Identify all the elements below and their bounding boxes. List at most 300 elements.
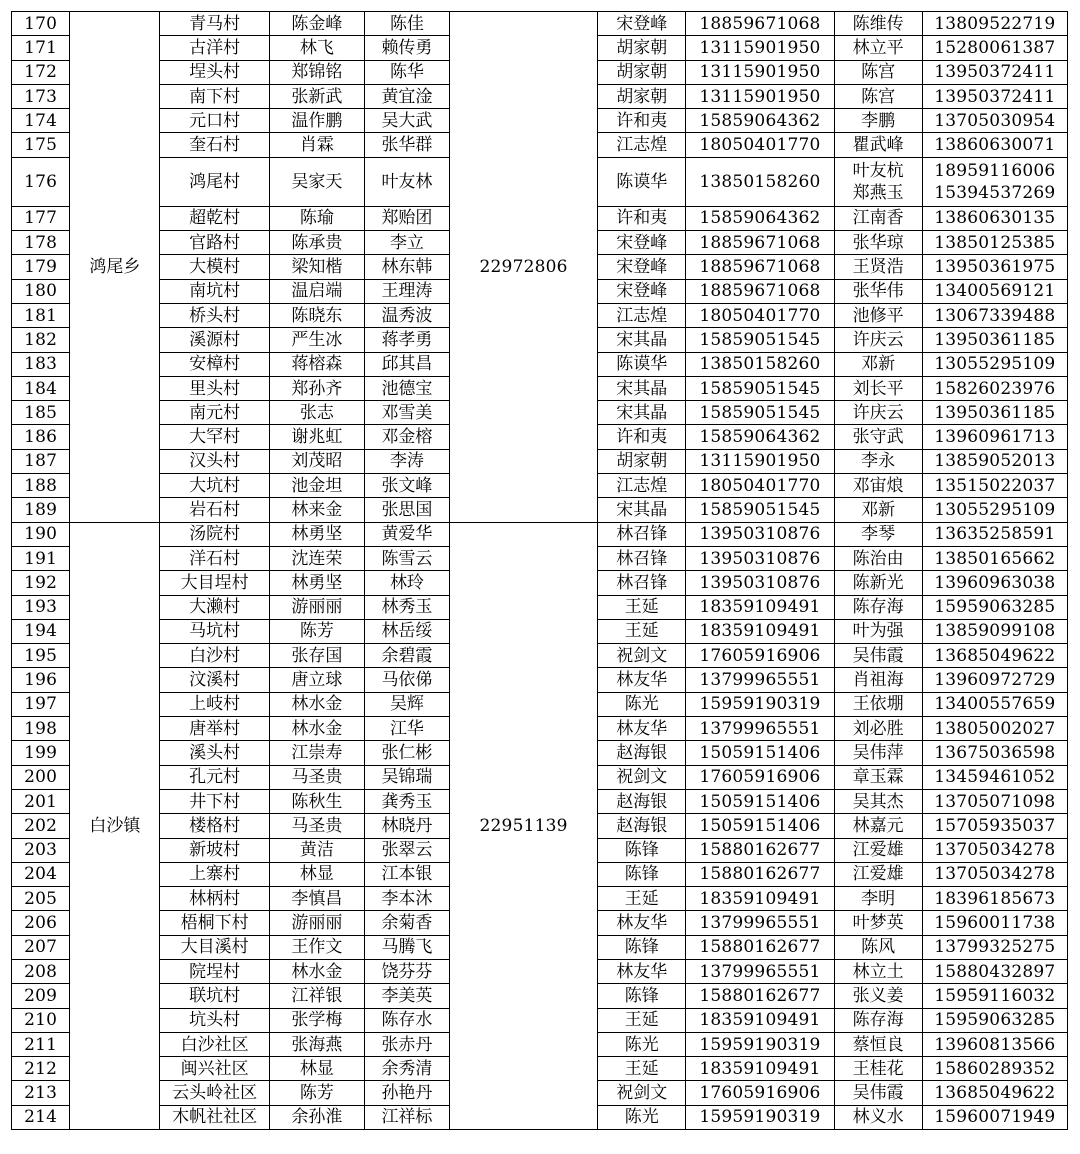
contact-phone: 18050401770 [686, 303, 834, 327]
row-number: 204 [12, 862, 70, 886]
village-name: 坑头村 [160, 1008, 269, 1032]
contact-name: 林友华 [598, 717, 686, 741]
contact-phone: 15880162677 [686, 984, 834, 1008]
director-name: 马腾飞 [364, 935, 449, 959]
contact-phone: 13950310876 [686, 522, 834, 546]
row-number: 175 [12, 133, 70, 157]
village-name: 大罕村 [160, 425, 269, 449]
director-name: 邱其昌 [364, 352, 449, 376]
director-name: 饶芬芬 [364, 959, 449, 983]
secretary-name: 陈芳 [269, 619, 364, 643]
village-name: 南坑村 [160, 279, 269, 303]
secretary-name: 林水金 [269, 959, 364, 983]
director-name: 余秀清 [364, 1057, 449, 1081]
contact-name: 赵海银 [598, 789, 686, 813]
secretary-name: 林水金 [269, 692, 364, 716]
village-name: 木帆社社区 [160, 1105, 269, 1129]
director-name: 张翠云 [364, 838, 449, 862]
secretary-name: 沈连荣 [269, 546, 364, 570]
director-name: 林岳绥 [364, 619, 449, 643]
liaison-phone: 13705034278 [922, 862, 1067, 886]
town-phone: 22951139 [449, 522, 597, 1129]
director-name: 江祥标 [364, 1105, 449, 1129]
liaison-phone: 15880432897 [922, 959, 1067, 983]
village-name: 埕头村 [160, 60, 269, 84]
director-name: 吴辉 [364, 692, 449, 716]
liaison-name: 陈治由 [834, 546, 922, 570]
liaison-phone: 13400557659 [922, 692, 1067, 716]
contact-name: 陈光 [598, 692, 686, 716]
village-name: 官路村 [160, 231, 269, 255]
director-name: 黄爱华 [364, 522, 449, 546]
row-number: 182 [12, 328, 70, 352]
liaison-phone: 15280061387 [922, 36, 1067, 60]
contact-name: 江志煌 [598, 133, 686, 157]
liaison-phone: 13675036598 [922, 741, 1067, 765]
contact-name: 陈锋 [598, 838, 686, 862]
liaison-name: 肖祖海 [834, 668, 922, 692]
director-name: 吴大武 [364, 109, 449, 133]
village-name: 里头村 [160, 376, 269, 400]
contact-phone: 18859671068 [686, 12, 834, 36]
row-number: 212 [12, 1057, 70, 1081]
contact-phone: 15859064362 [686, 206, 834, 230]
contact-name: 陈锋 [598, 862, 686, 886]
secretary-name: 林勇坚 [269, 522, 364, 546]
row-number: 172 [12, 60, 70, 84]
contact-phone: 15059151406 [686, 789, 834, 813]
liaison-name: 江爱雄 [834, 862, 922, 886]
row-number: 184 [12, 376, 70, 400]
liaison-name: 许庆云 [834, 328, 922, 352]
contact-name: 林召锋 [598, 522, 686, 546]
liaison-name: 吴其杰 [834, 789, 922, 813]
secretary-name: 温启端 [269, 279, 364, 303]
table-row [12, 12, 1068, 36]
contact-phone: 13799965551 [686, 717, 834, 741]
contact-phone: 18859671068 [686, 279, 834, 303]
liaison-phone: 15959063285 [922, 1008, 1067, 1032]
liaison-name: 蔡恒良 [834, 1032, 922, 1056]
liaison-phone: 13805002027 [922, 717, 1067, 741]
liaison-phone-line: 15394537269 [934, 182, 1056, 203]
contact-name: 赵海银 [598, 741, 686, 765]
liaison-name: 张华琼 [834, 231, 922, 255]
liaison-name-line: 郑燕玉 [852, 182, 904, 203]
village-name: 井下村 [160, 789, 269, 813]
liaison-phone: 13850165662 [922, 546, 1067, 570]
row-number: 214 [12, 1105, 70, 1129]
village-name: 青马村 [160, 12, 269, 36]
director-name: 陈雪云 [364, 546, 449, 570]
liaison-phone: 13809522719 [922, 12, 1067, 36]
contact-name: 陈锋 [598, 935, 686, 959]
contact-phone: 13115901950 [686, 84, 834, 108]
contact-phone: 13850158260 [686, 352, 834, 376]
liaison-name: 张义姜 [834, 984, 922, 1008]
village-name: 汶溪村 [160, 668, 269, 692]
row-number: 196 [12, 668, 70, 692]
director-name: 李本沐 [364, 887, 449, 911]
row-number: 208 [12, 959, 70, 983]
secretary-name: 陈瑜 [269, 206, 364, 230]
liaison-phone: 13459461052 [922, 765, 1067, 789]
secretary-name: 陈晓东 [269, 303, 364, 327]
liaison-phone: 13950361185 [922, 401, 1067, 425]
village-name: 洋石村 [160, 546, 269, 570]
town-phone: 22972806 [449, 12, 597, 523]
row-number: 177 [12, 206, 70, 230]
director-name: 林玲 [364, 571, 449, 595]
village-name: 安樟村 [160, 352, 269, 376]
row-number: 194 [12, 619, 70, 643]
liaison-name: 张华伟 [834, 279, 922, 303]
contact-name: 王延 [598, 1008, 686, 1032]
contact-name: 林友华 [598, 668, 686, 692]
row-number: 170 [12, 12, 70, 36]
liaison-phone: 13960972729 [922, 668, 1067, 692]
contact-phone: 15059151406 [686, 814, 834, 838]
contact-name: 宋登峰 [598, 255, 686, 279]
liaison-phone: 13960963038 [922, 571, 1067, 595]
liaison-name: 陈存海 [834, 1008, 922, 1032]
contact-phone: 15859051545 [686, 498, 834, 522]
secretary-name: 张存国 [269, 644, 364, 668]
liaison-name: 江爱雄 [834, 838, 922, 862]
director-name: 林东韩 [364, 255, 449, 279]
secretary-name: 马圣贵 [269, 765, 364, 789]
director-name: 李立 [364, 231, 449, 255]
contact-name: 林召锋 [598, 546, 686, 570]
liaison-phone: 13055295109 [922, 352, 1067, 376]
village-name: 上岐村 [160, 692, 269, 716]
village-name: 鸿尾村 [160, 157, 269, 206]
row-number: 198 [12, 717, 70, 741]
liaison-name-line: 叶友杭 [852, 160, 904, 181]
secretary-name: 严生冰 [269, 328, 364, 352]
contact-name: 宋登峰 [598, 12, 686, 36]
secretary-name: 温作鹏 [269, 109, 364, 133]
liaison-phone: 13950361975 [922, 255, 1067, 279]
contact-name: 赵海银 [598, 814, 686, 838]
liaison-name: 邓新 [834, 352, 922, 376]
liaison-name: 池修平 [834, 303, 922, 327]
secretary-name: 江祥银 [269, 984, 364, 1008]
row-number: 189 [12, 498, 70, 522]
secretary-name: 陈秋生 [269, 789, 364, 813]
liaison-phone: 13860630135 [922, 206, 1067, 230]
liaison-name: 刘长平 [834, 376, 922, 400]
row-number: 195 [12, 644, 70, 668]
village-name: 大模村 [160, 255, 269, 279]
director-name: 陈佳 [364, 12, 449, 36]
contact-name: 陈光 [598, 1032, 686, 1056]
village-name: 唐举村 [160, 717, 269, 741]
director-name: 张华群 [364, 133, 449, 157]
contact-name: 胡家朝 [598, 60, 686, 84]
contact-phone: 15859051545 [686, 401, 834, 425]
director-name: 张赤丹 [364, 1032, 449, 1056]
row-number: 192 [12, 571, 70, 595]
row-number: 183 [12, 352, 70, 376]
town-name: 鸿尾乡 [70, 12, 160, 523]
secretary-name: 李慎昌 [269, 887, 364, 911]
village-name: 联坑村 [160, 984, 269, 1008]
liaison-name: 叶梦英 [834, 911, 922, 935]
contact-phone: 13799965551 [686, 959, 834, 983]
contact-phone: 15880162677 [686, 935, 834, 959]
village-name: 元口村 [160, 109, 269, 133]
liaison-name [834, 157, 922, 206]
contact-name: 宋其晶 [598, 376, 686, 400]
liaison-phone: 13055295109 [922, 498, 1067, 522]
director-name: 陈华 [364, 60, 449, 84]
secretary-name: 林来金 [269, 498, 364, 522]
row-number: 210 [12, 1008, 70, 1032]
village-name: 大目埕村 [160, 571, 269, 595]
director-name: 张文峰 [364, 474, 449, 498]
contact-phone: 15959190319 [686, 1105, 834, 1129]
contact-name: 王延 [598, 619, 686, 643]
secretary-name: 池金坦 [269, 474, 364, 498]
liaison-name: 陈维传 [834, 12, 922, 36]
liaison-phone: 15959063285 [922, 595, 1067, 619]
director-name: 赖传勇 [364, 36, 449, 60]
secretary-name: 林显 [269, 1057, 364, 1081]
secretary-name: 林勇坚 [269, 571, 364, 595]
secretary-name: 林显 [269, 862, 364, 886]
contact-phone: 13799965551 [686, 911, 834, 935]
town-name: 白沙镇 [70, 522, 160, 1129]
director-name: 龚秀玉 [364, 789, 449, 813]
contact-phone: 15859051545 [686, 376, 834, 400]
contact-name: 胡家朝 [598, 36, 686, 60]
secretary-name: 唐立球 [269, 668, 364, 692]
director-name: 余菊香 [364, 911, 449, 935]
contact-phone: 18359109491 [686, 1008, 834, 1032]
liaison-phone: 13860630071 [922, 133, 1067, 157]
row-number: 185 [12, 401, 70, 425]
village-name: 岩石村 [160, 498, 269, 522]
secretary-name: 陈芳 [269, 1081, 364, 1105]
contact-name: 胡家朝 [598, 449, 686, 473]
contact-name: 许和夷 [598, 425, 686, 449]
row-number: 213 [12, 1081, 70, 1105]
liaison-name: 吴伟霞 [834, 1081, 922, 1105]
contact-name: 许和夷 [598, 206, 686, 230]
liaison-phone: 13859099108 [922, 619, 1067, 643]
director-name: 池德宝 [364, 376, 449, 400]
liaison-name: 刘必胜 [834, 717, 922, 741]
secretary-name: 余孙淮 [269, 1105, 364, 1129]
contact-phone: 18359109491 [686, 619, 834, 643]
row-number: 178 [12, 231, 70, 255]
liaison-name: 王桂花 [834, 1057, 922, 1081]
contact-phone: 15880162677 [686, 862, 834, 886]
liaison-phone: 13950361185 [922, 328, 1067, 352]
liaison-name: 江南香 [834, 206, 922, 230]
secretary-name: 林飞 [269, 36, 364, 60]
liaison-name: 王贤浩 [834, 255, 922, 279]
liaison-phone: 13859052013 [922, 449, 1067, 473]
liaison-name: 吴伟萍 [834, 741, 922, 765]
contact-name: 祝剑文 [598, 644, 686, 668]
secretary-name: 游丽丽 [269, 595, 364, 619]
row-number: 207 [12, 935, 70, 959]
liaison-phone: 13685049622 [922, 1081, 1067, 1105]
liaison-name: 林义水 [834, 1105, 922, 1129]
contact-name: 王延 [598, 1057, 686, 1081]
liaison-name: 吴伟霞 [834, 644, 922, 668]
secretary-name: 张志 [269, 401, 364, 425]
row-number: 171 [12, 36, 70, 60]
contact-phone: 15959190319 [686, 1032, 834, 1056]
liaison-phone-line: 18959116006 [934, 160, 1056, 181]
village-name: 溪源村 [160, 328, 269, 352]
liaison-name: 李明 [834, 887, 922, 911]
liaison-name: 瞿武峰 [834, 133, 922, 157]
contact-phone: 15859064362 [686, 109, 834, 133]
village-name: 南元村 [160, 401, 269, 425]
director-name: 马依俤 [364, 668, 449, 692]
row-number: 199 [12, 741, 70, 765]
liaison-name: 陈宫 [834, 84, 922, 108]
row-number: 179 [12, 255, 70, 279]
secretary-name: 梁知楷 [269, 255, 364, 279]
village-name: 溪头村 [160, 741, 269, 765]
liaison-phone: 15826023976 [922, 376, 1067, 400]
contact-table [11, 11, 1068, 1130]
row-number: 190 [12, 522, 70, 546]
liaison-name: 李永 [834, 449, 922, 473]
contact-name: 宋其晶 [598, 498, 686, 522]
contact-phone: 18859671068 [686, 231, 834, 255]
liaison-phone: 15960011738 [922, 911, 1067, 935]
director-name: 邓雪美 [364, 401, 449, 425]
secretary-name: 吴家天 [269, 157, 364, 206]
liaison-phone: 13950372411 [922, 84, 1067, 108]
liaison-phone: 13067339488 [922, 303, 1067, 327]
liaison-phone: 13705034278 [922, 838, 1067, 862]
row-number: 180 [12, 279, 70, 303]
table-row [12, 522, 1068, 546]
row-number: 203 [12, 838, 70, 862]
contact-phone: 18359109491 [686, 595, 834, 619]
secretary-name: 郑孙齐 [269, 376, 364, 400]
contact-name: 胡家朝 [598, 84, 686, 108]
director-name: 邓金榕 [364, 425, 449, 449]
contact-phone: 13850158260 [686, 157, 834, 206]
village-name: 桥头村 [160, 303, 269, 327]
contact-name: 陈光 [598, 1105, 686, 1129]
row-number: 206 [12, 911, 70, 935]
liaison-name: 王依堋 [834, 692, 922, 716]
liaison-phone: 13960813566 [922, 1032, 1067, 1056]
contact-name: 宋其晶 [598, 328, 686, 352]
village-name: 上寨村 [160, 862, 269, 886]
contact-name: 祝剑文 [598, 765, 686, 789]
contact-phone: 18050401770 [686, 474, 834, 498]
director-name: 李美英 [364, 984, 449, 1008]
contact-name: 林友华 [598, 959, 686, 983]
contact-name: 林友华 [598, 911, 686, 935]
liaison-phone: 13960961713 [922, 425, 1067, 449]
village-name: 梧桐下村 [160, 911, 269, 935]
liaison-phone [922, 157, 1067, 206]
liaison-name: 陈风 [834, 935, 922, 959]
contact-phone: 15059151406 [686, 741, 834, 765]
contact-phone: 13950310876 [686, 571, 834, 595]
village-name: 大目溪村 [160, 935, 269, 959]
director-name: 江本银 [364, 862, 449, 886]
liaison-phone: 13515022037 [922, 474, 1067, 498]
village-name: 南下村 [160, 84, 269, 108]
secretary-name: 游丽丽 [269, 911, 364, 935]
contact-name: 王延 [598, 595, 686, 619]
director-name: 叶友林 [364, 157, 449, 206]
director-name: 温秀波 [364, 303, 449, 327]
director-name: 余碧霞 [364, 644, 449, 668]
liaison-name: 林嘉元 [834, 814, 922, 838]
village-name: 楼格村 [160, 814, 269, 838]
table-body [12, 12, 1068, 1130]
liaison-name: 邓新 [834, 498, 922, 522]
contact-name: 许和夷 [598, 109, 686, 133]
contact-phone: 17605916906 [686, 765, 834, 789]
secretary-name: 黄洁 [269, 838, 364, 862]
village-name: 奎石村 [160, 133, 269, 157]
liaison-name: 叶为强 [834, 619, 922, 643]
secretary-name: 张新武 [269, 84, 364, 108]
secretary-name: 郑锦铭 [269, 60, 364, 84]
secretary-name: 林水金 [269, 717, 364, 741]
contact-phone: 15859051545 [686, 328, 834, 352]
contact-phone: 13799965551 [686, 668, 834, 692]
liaison-name: 陈宫 [834, 60, 922, 84]
liaison-name: 李鹏 [834, 109, 922, 133]
village-name: 孔元村 [160, 765, 269, 789]
row-number: 191 [12, 546, 70, 570]
liaison-phone: 13685049622 [922, 644, 1067, 668]
contact-phone: 18359109491 [686, 1057, 834, 1081]
director-name: 张仁彬 [364, 741, 449, 765]
contact-name: 江志煌 [598, 303, 686, 327]
row-number: 197 [12, 692, 70, 716]
contact-name: 宋其晶 [598, 401, 686, 425]
contact-name: 江志煌 [598, 474, 686, 498]
row-number: 173 [12, 84, 70, 108]
row-number: 176 [12, 157, 70, 206]
secretary-name: 谢兆虹 [269, 425, 364, 449]
secretary-name: 肖霖 [269, 133, 364, 157]
liaison-name: 林立平 [834, 36, 922, 60]
village-name: 云头岭社区 [160, 1081, 269, 1105]
contact-name: 陈谟华 [598, 157, 686, 206]
contact-phone: 13115901950 [686, 449, 834, 473]
contact-phone: 17605916906 [686, 644, 834, 668]
liaison-phone: 13850125385 [922, 231, 1067, 255]
village-name: 汉头村 [160, 449, 269, 473]
row-number: 211 [12, 1032, 70, 1056]
contact-phone: 18859671068 [686, 255, 834, 279]
director-name: 林秀玉 [364, 595, 449, 619]
secretary-name: 陈金峰 [269, 12, 364, 36]
village-name: 院埕村 [160, 959, 269, 983]
village-name: 汤院村 [160, 522, 269, 546]
village-name: 白沙村 [160, 644, 269, 668]
liaison-name: 陈新光 [834, 571, 922, 595]
village-name: 古洋村 [160, 36, 269, 60]
